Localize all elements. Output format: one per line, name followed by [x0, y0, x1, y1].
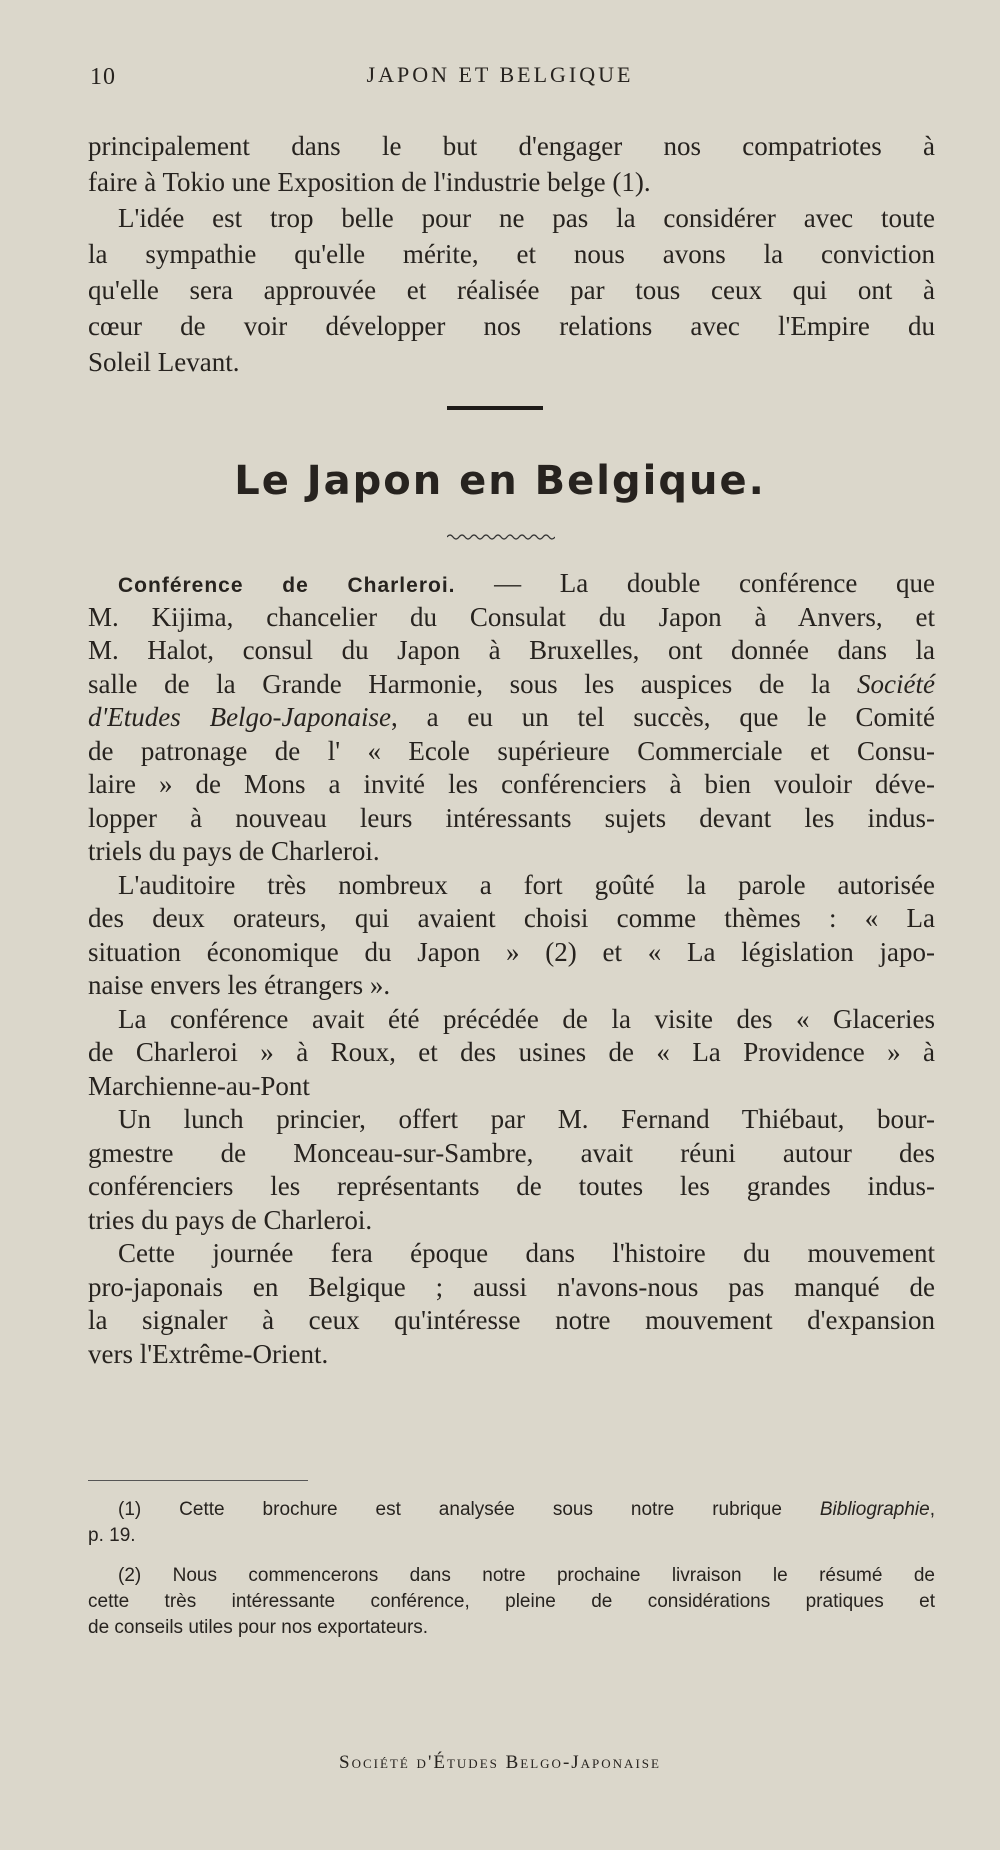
- text-line: [88, 1103, 935, 1137]
- text-run: conférenciers les représentants de toutes les grandes indus-: [88, 1171, 935, 1201]
- text-line: [88, 1137, 935, 1171]
- footnote-2: [88, 1563, 935, 1641]
- text-line: [88, 1003, 935, 1037]
- text-line: [88, 835, 935, 869]
- text-run: p. 19.: [88, 1525, 136, 1546]
- text-run: qu'elle sera approuvée et réalisée par tous ceux qui ont à: [88, 275, 935, 305]
- text-line: [88, 1271, 935, 1305]
- running-title: JAPON ET BELGIQUE: [366, 62, 634, 87]
- text-run: lopper à nouveau leurs intéressants sujets devant les indus-: [88, 802, 935, 833]
- text-line: [88, 634, 935, 668]
- text-run: situation économique du Japon » (2) et « La législation japo-: [88, 936, 935, 967]
- italic-text: d'Etudes Belgo-Japonaise: [88, 702, 392, 732]
- text-line: [88, 1589, 935, 1615]
- run-in-heading: Conférence de Charleroi.: [118, 574, 456, 597]
- text-line: [88, 200, 935, 236]
- footnote-1: [88, 1497, 935, 1549]
- text-run: vers l'Extrême-Orient.: [88, 1338, 329, 1369]
- text-run: cœur de voir développer nos relations avec l'Empire du: [88, 311, 935, 341]
- intro-text: [88, 128, 935, 380]
- footnote-divider: [88, 1480, 308, 1481]
- text-run: L'auditoire très nombreux a fort goûté la parole autorisée: [118, 869, 935, 900]
- text-run: faire à Tokio une Exposition de l'industrie belge (1).: [88, 167, 651, 197]
- text-line: [88, 936, 935, 970]
- text-run: naise envers les étrangers ».: [88, 970, 391, 1000]
- section-divider: [447, 406, 543, 410]
- text-line: [88, 236, 935, 272]
- text-run: cette très intéressante conférence, pleine de considérations pratiques et: [88, 1591, 935, 1612]
- text-line: [88, 308, 935, 344]
- text-run: M. Halot, consul du Japon à Bruxelles, ont donnée dans la: [88, 635, 935, 665]
- text-run: Soleil Levant.: [88, 347, 240, 377]
- text-run: ,: [929, 1499, 935, 1520]
- text-run: M. Kijima, chancelier du Consulat du Japon à Anvers, et: [88, 601, 935, 632]
- text-line: [88, 1338, 935, 1372]
- text-line: [88, 344, 935, 380]
- text-line: [88, 1563, 935, 1589]
- text-line: [88, 768, 935, 802]
- text-run: de conseils utiles pour nos exportateurs.: [88, 1617, 429, 1638]
- text-line: [88, 1170, 935, 1204]
- wavy-ornament-icon: [447, 532, 555, 542]
- text-line: [88, 1615, 935, 1641]
- text-run: salle de la Grande Harmonie, sous les auspices de la: [88, 668, 858, 699]
- text-line: [88, 164, 935, 200]
- italic-text: Bibliographie: [819, 1499, 930, 1520]
- text-run: tries du pays de Charleroi.: [88, 1204, 373, 1235]
- text-line: [88, 1036, 935, 1070]
- text-line: [88, 701, 935, 735]
- text-run: Un lunch princier, offert par M. Fernand Thiébaut, bour-: [118, 1104, 935, 1134]
- text-line: [88, 668, 935, 702]
- text-line: [88, 272, 935, 308]
- text-run: triels du pays de Charleroi.: [88, 836, 380, 866]
- text-run: des deux orateurs, qui avaient choisi comme thèmes : « La: [88, 903, 935, 933]
- text-run: L'idée est trop belle pour ne pas la considérer avec toute: [118, 203, 935, 233]
- text-run: la sympathie qu'elle mérite, et nous avons la conviction: [88, 239, 935, 269]
- text-run: (1) Cette brochure est analysée sous notre rubrique: [118, 1499, 820, 1520]
- text-line: [88, 802, 935, 836]
- text-line: [88, 567, 935, 601]
- article-text: [88, 567, 935, 1371]
- text-line: [88, 601, 935, 635]
- text-run: (2) Nous commencerons dans notre prochaine livraison le résumé de: [118, 1565, 935, 1586]
- text-line: [88, 1497, 935, 1523]
- text-run: La conférence avait été précédée de la visite des « Glaceries: [118, 1003, 935, 1034]
- text-line: [88, 1523, 935, 1549]
- text-run: principalement dans le but d'engager nos compatriotes à: [88, 131, 935, 161]
- text-line: [88, 1070, 935, 1104]
- text-line: [88, 1237, 935, 1271]
- text-line: [88, 902, 935, 936]
- text-run: Marchienne-au-Pont: [88, 1070, 310, 1101]
- text-run: pro-japonais en Belgique ; aussi n'avons-nous pas manqué de: [88, 1271, 935, 1302]
- text-line: [88, 735, 935, 769]
- text-run: — La double conférence que: [455, 568, 935, 598]
- italic-text: Société: [857, 668, 935, 699]
- text-line: [88, 869, 935, 903]
- text-run: laire » de Mons a invité les conférenciers à bien vouloir déve-: [88, 769, 935, 799]
- text-line: [88, 1304, 935, 1338]
- text-line: [88, 1204, 935, 1238]
- page-number: 10: [90, 64, 116, 90]
- text-run: de patronage de l' « Ecole supérieure Commerciale et Consu-: [88, 735, 935, 766]
- page-footer: Société d'Études Belgo-Japonaise: [339, 1752, 661, 1773]
- text-line: [88, 128, 935, 164]
- text-run: la signaler à ceux qu'intéresse notre mouvement d'expansion: [88, 1305, 935, 1335]
- text-run: , a eu un tel succès, que le Comité: [391, 702, 935, 732]
- text-line: [88, 969, 935, 1003]
- text-run: de Charleroi » à Roux, et des usines de « La Providence » à: [88, 1037, 935, 1067]
- text-run: gmestre de Monceau-sur-Sambre, avait réuni autour des: [88, 1137, 935, 1168]
- text-run: Cette journée fera époque dans l'histoire du mouvement: [118, 1238, 935, 1268]
- section-title: Le Japon en Belgique.: [234, 458, 766, 504]
